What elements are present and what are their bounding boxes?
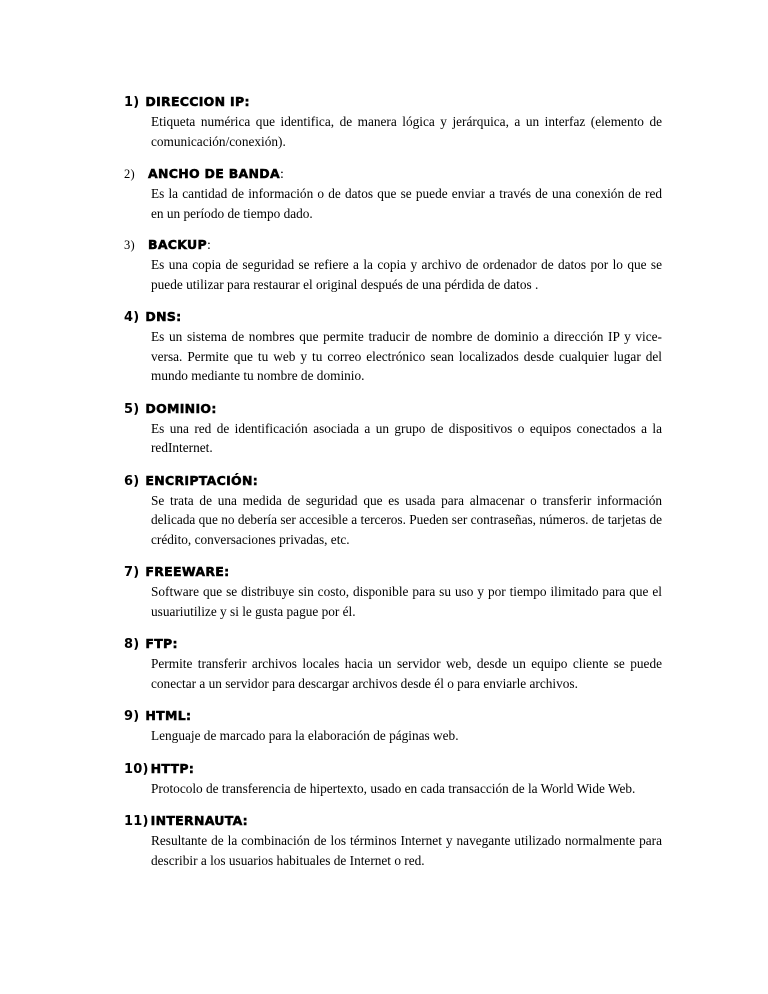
entry-definition: Protocolo de transferencia de hipertexto, usado en cada transacción de la World Wide Web. [151, 780, 636, 796]
entry-separator: : [224, 564, 230, 579]
glossary-entry-encriptacion [124, 471, 662, 550]
entry-heading [124, 307, 662, 327]
entry-heading [124, 235, 662, 255]
entry-definition: Lenguaje de marcado para la elaboración de páginas web. [151, 728, 459, 743]
entry-heading [124, 164, 662, 184]
entry-term: FREEWARE [145, 564, 225, 579]
entry-separator: : [206, 238, 211, 253]
entry-separator: : [244, 94, 250, 109]
glossary-entry-ftp [124, 634, 662, 693]
entry-separator: : [211, 400, 217, 416]
glossary-entry-http [124, 759, 662, 799]
entry-number: 6) [124, 473, 140, 489]
entry-definition: Es la cantidad de información o de datos que se puede enviar a través de una conexión de red en un período de tiempo dado. [151, 186, 662, 221]
entry-separator: : [188, 760, 195, 776]
glossary-entry-html [124, 706, 662, 746]
entry-number: 5) [124, 401, 140, 417]
entry-separator: : [172, 636, 178, 651]
entry-separator: : [279, 167, 284, 182]
glossary-entry-direccion-ip [124, 92, 662, 151]
entry-definition: Es una copia de seguridad se refiere a la copia y archivo de ordenador de datos por lo que se puede utilizar para restaurar el original después de una pérdida de datos . [151, 257, 662, 292]
entry-term: DOMINIO [145, 400, 212, 416]
entry-definition: Etiqueta numérica que identifica, de manera lógica y jerárquica, a un interfaz (elemento de comunicación/conexión). [151, 114, 662, 149]
glossary-entry-dominio [124, 399, 662, 458]
entry-number: 8) [124, 637, 140, 652]
entry-heading [124, 399, 662, 419]
entry-term: FTP [145, 636, 173, 651]
glossary-entry-backup [124, 235, 662, 294]
entry-heading [124, 92, 662, 112]
entry-number: 10) [124, 761, 149, 777]
glossary-entry-freeware [124, 562, 662, 621]
entry-number: 3) [124, 238, 135, 252]
entry-definition: Es una red de identificación asociada a un grupo de dispositivos o equipos conectados a la redInternet. [151, 420, 662, 455]
glossary-entry-internauta [124, 811, 662, 870]
entry-term: BACKUP [148, 237, 207, 252]
glossary-list [124, 92, 662, 870]
entry-term: ENCRIPTACIÓN [145, 472, 253, 488]
entry-separator: : [185, 708, 192, 723]
glossary-entry-dns [124, 307, 662, 386]
entry-number: 9) [124, 709, 140, 724]
entry-number: 1) [124, 95, 140, 110]
entry-term: INTERNAUTA [150, 813, 243, 828]
entry-heading [124, 759, 662, 779]
entry-term: DNS [145, 309, 177, 324]
entry-heading [124, 634, 662, 654]
entry-term: ANCHO DE BANDA [148, 166, 280, 181]
entry-definition: Resultante de la combinación de los términos Internet y navegante utilizado normalmente para describir a los usuarios habituales de Internet o red. [151, 833, 662, 868]
entry-number: 4) [124, 310, 140, 325]
entry-definition: Se trata de una medida de seguridad que es usada para almacenar o transferir información delicada que no debería ser accesible a terceros. Pueden ser contraseñas, números. de tarjetas de crédito, conversaciones privadas, etc. [151, 492, 662, 547]
entry-heading [124, 811, 662, 831]
entry-number: 2) [124, 167, 135, 181]
entry-heading [124, 562, 662, 582]
entry-number: 11) [124, 814, 149, 829]
entry-heading [124, 706, 662, 726]
glossary-entry-ancho-de-banda [124, 164, 662, 223]
entry-number: 7) [124, 565, 140, 580]
entry-separator: : [242, 813, 248, 828]
entry-separator: : [176, 309, 182, 324]
entry-definition: Software que se distribuye sin costo, disponible para su uso y por tiempo ilimitado para que el usuariutilize y si le gusta pague por él. [151, 584, 662, 619]
entry-term: DIRECCION IP [145, 94, 245, 109]
entry-definition: Es un sistema de nombres que permite traducir de nombre de dominio a dirección IP y vice-versa. Permite que tu web y tu correo electrónico sean localizados desde cualquier lugar del mundo mediante tu nombre de dominio. [151, 329, 662, 383]
entry-heading [124, 471, 662, 491]
entry-term: HTTP [150, 760, 189, 776]
entry-definition: Permite transferir archivos locales hacia un servidor web, desde un equipo cliente se puede conectar a un servidor para descargar archivos desde él o para enviarle archivos. [151, 656, 662, 691]
entry-separator: : [252, 472, 259, 488]
entry-term: HTML [145, 708, 186, 723]
